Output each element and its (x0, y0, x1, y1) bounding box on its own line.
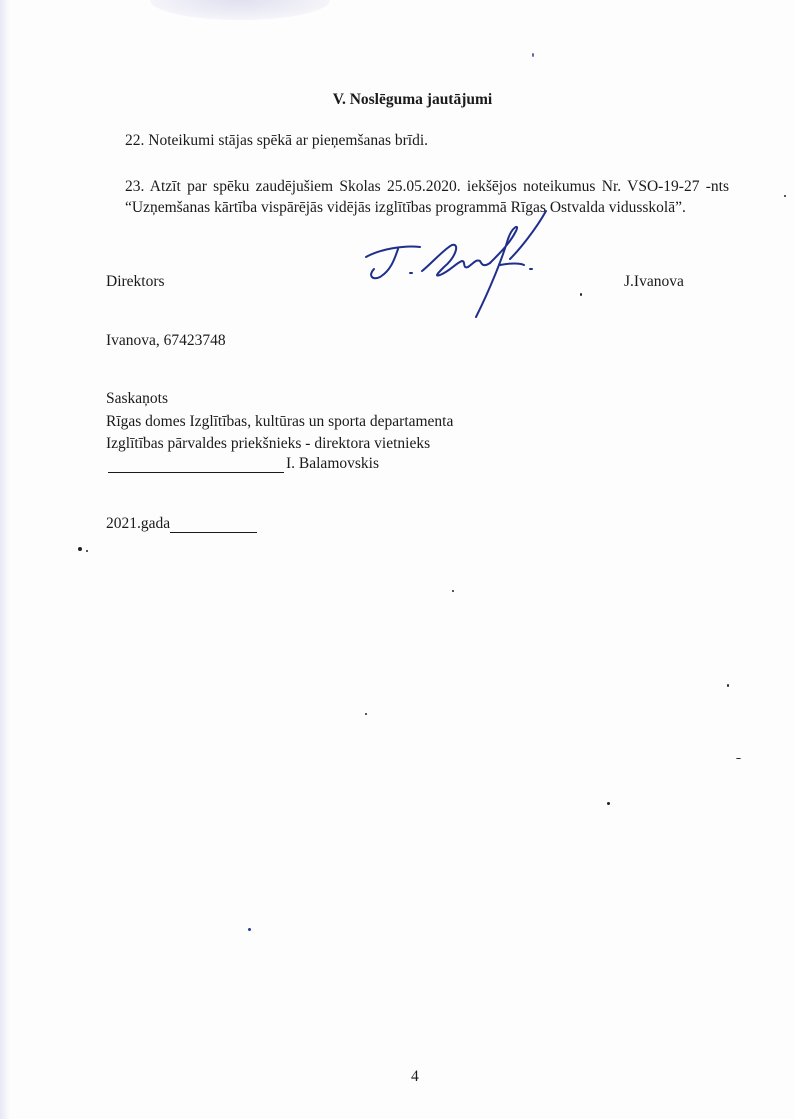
scan-speck (784, 195, 786, 197)
approval-signature-line (108, 455, 379, 473)
clause-22: 22. Noteikumi stājas spēkā ar pieņemšanas brīdi. (125, 132, 429, 149)
date-line (106, 515, 257, 533)
scan-speck (78, 547, 82, 551)
page-number: 4 (411, 1068, 419, 1085)
section-heading: V. Noslēguma jautājumi (332, 91, 493, 108)
signature-blank (108, 455, 284, 473)
approval-position: Izglītības pārvaldes priekšnieks - direktora vietnieks (106, 435, 431, 452)
approval-department: Rīgas domes Izglītības, kultūras un sporta departamenta (106, 413, 454, 430)
scan-speck (86, 550, 88, 552)
signatory-title: Direktors (106, 273, 165, 290)
scan-speck (736, 758, 741, 759)
scan-speck (580, 293, 582, 296)
scan-speck (248, 928, 251, 931)
scan-speck (365, 713, 367, 715)
date-prefix: 2021.gada (106, 515, 171, 532)
scan-speck (452, 590, 454, 592)
scan-artifact (150, 0, 330, 20)
approver-name: I. Balamovskis (286, 455, 379, 472)
approval-label: Saskaņots (106, 390, 168, 407)
clause-23-text: 23. Atzīt par spēku zaudējušiem Skolas 25.05.2020. iekšējos noteikumus Nr. VSO-19-27 -nts “Uzņemšanas kārtība vispārējās vidējās izglītības programmā Rīgas Ostvalda vidusskolā”. (125, 178, 729, 216)
handwritten-signature (360, 205, 560, 323)
scan-speck (727, 684, 729, 687)
signatory-name: J.Ivanova (624, 273, 684, 290)
date-blank (170, 515, 257, 533)
scan-edge-shadow (0, 0, 10, 1119)
scan-speck (607, 802, 610, 805)
contact-line: Ivanova, 67423748 (106, 332, 226, 349)
scan-speck (532, 53, 534, 57)
